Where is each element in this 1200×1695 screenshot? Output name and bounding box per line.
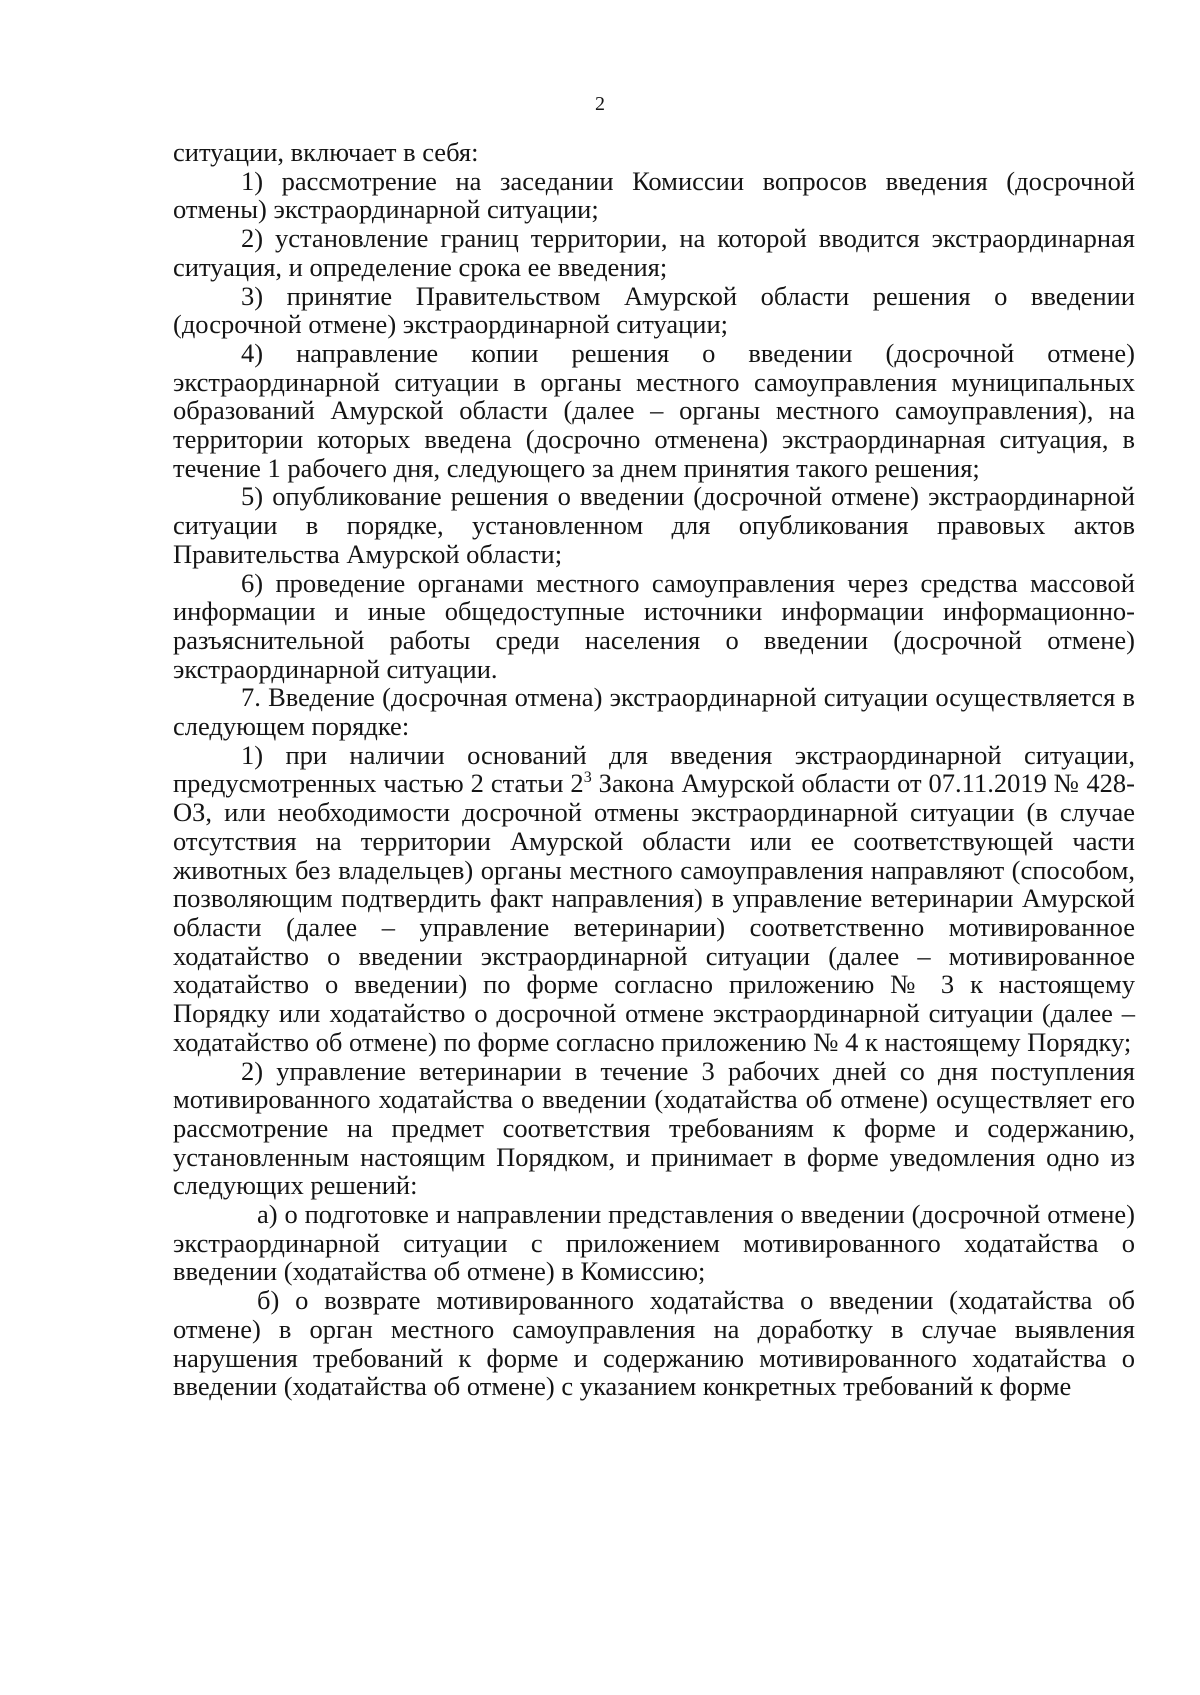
list-item-5: 5) опубликование решения о введении (досрочной отмене) экстраординарной ситуации в порядке, установленном для опубликования правовых актов Правительства Амурской области; [173, 481, 1135, 569]
sub-item-b: б) о возврате мотивированного ходатайства о введении (ходатайства об отмене) в орган местного самоуправления на доработку в случае выявления нарушения требований к форме и содержанию мотивированного ходатайства о введении (ходатайства об отмене) с указанием конкретных требований к форме [173, 1285, 1135, 1402]
page-number: 2 [595, 93, 605, 115]
document-body [173, 138, 1135, 1401]
clause-7-item-1 [173, 741, 1135, 1057]
superscript-index: 3 [583, 769, 592, 787]
list-item-4: 4) направление копии решения о введении (досрочной отмене) экстраординарной ситуации в органы местного самоуправления муниципальных образований Амурской области (далее – органы местного самоуправления), на территории которых введена (досрочно отменена) экстраординарная ситуация, в течение 1 рабочего дня, следующего за днем принятия такого решения; [173, 337, 1135, 483]
sub-item-a: а) о подготовке и направлении представления о введении (досрочной отмене) экстраординарной ситуации с приложением мотивированного ходатайства о введении (ходатайства об отмене) в Комиссию; [173, 1199, 1135, 1287]
list-item-3: 3) принятие Правительством Амурской области решения о введении (досрочной отмене) экстраординарной ситуации; [173, 280, 1135, 340]
paragraph-continuation: ситуации, включает в себя: [173, 137, 479, 167]
list-item-2: 2) установление границ территории, на которой вводится экстраординарная ситуация, и определение срока ее введения; [173, 223, 1135, 282]
list-item-1: 1) рассмотрение на заседании Комиссии вопросов введения (досрочной отмены) экстраординарной ситуации; [173, 165, 1135, 225]
list-item-6: 6) проведение органами местного самоуправления через средства массовой информации и иные общедоступные источники информации информационно-разъяснительной работы среди населения о введении (досрочной отмене) экстраординарной ситуации. [173, 567, 1135, 684]
clause-7-item-2: 2) управление ветеринарии в течение 3 рабочих дней со дня поступления мотивированного ходатайства о введении (ходатайства об отмене) осуществляет его рассмотрение на предмет соответствия требованиям к форме и содержанию, установленным настоящим Порядком, и принимает в форме уведомления одно из следующих решений: [173, 1055, 1135, 1201]
clause-7-item-1-text-b: Закона Амурской области от 07.11.2019 № 428-ОЗ, или необходимости досрочной отмены экстраординарной ситуации (в случае отсутствия на территории Амурской области или ее соответствующей части животных без владельцев) органы местного самоуправления направляют (способом, позволяющим подтвердить факт направления) в управление ветеринарии Амурской области (далее – управление ветеринарии) соответственно мотивированное ходатайство о введении экстраординарной ситуации (далее – мотивированное ходатайство о введении) по форме согласно приложению № 3 к настоящему Порядку или ходатайство о досрочной отмене экстраординарной ситуации (далее – ходатайство об отмене) по форме согласно приложению № 4 к настоящему Порядку; [173, 768, 1135, 1057]
clause-7: 7. Введение (досрочная отмена) экстраординарной ситуации осуществляется в следующем порядке: [173, 682, 1135, 742]
clause-7-item-1-text-a: 1) при наличии оснований для введения экстраординарной ситуации, предусмотренных частью 2 статьи 2 [173, 739, 1135, 799]
